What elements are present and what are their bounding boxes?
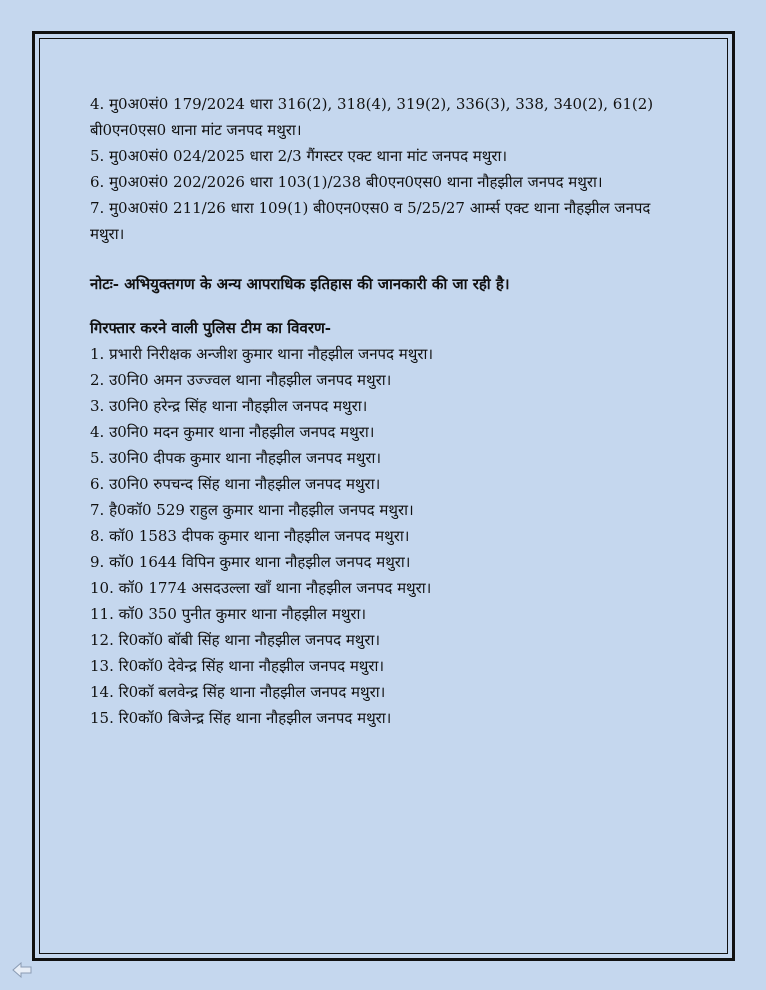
team-member: 10. कॉ0 1774 असदउल्ला खाँ थाना नौहझील जनपद मथुरा। — [90, 579, 432, 597]
document-body — [90, 91, 670, 731]
team-member: 8. कॉ0 1583 दीपक कुमार थाना नौहझील जनपद मथुरा। — [90, 527, 410, 545]
team-member: 14. रि0कॉ बलवेन्द्र सिंह थाना नौहझील जनपद मथुरा। — [90, 683, 386, 701]
team-heading: गिरफ्तार करने वाली पुलिस टीम का विवरण- — [90, 319, 332, 337]
team-member: 7. है0कॉ0 529 राहुल कुमार थाना नौहझील जनपद मथुरा। — [90, 501, 414, 519]
case-entry-7: 7. मु0अ0सं0 211/26 धारा 109(1) बी0एन0एस0 व 5/25/27 आर्म्स एक्ट थाना नौहझील जनपद मथुरा। — [90, 199, 651, 243]
case-entry-4: 4. मु0अ0सं0 179/2024 धारा 316(2), 318(4), 319(2), 336(3), 338, 340(2), 61(2) बी0एन0एस0 थाना मांट जनपद मथुरा। — [90, 95, 654, 139]
team-member: 4. उ0नि0 मदन कुमार थाना नौहझील जनपद मथुरा। — [90, 423, 375, 441]
team-member: 11. कॉ0 350 पुनीत कुमार थाना नौहझील मथुरा। — [90, 605, 367, 623]
team-member: 13. रि0कॉ0 देवेन्द्र सिंह थाना नौहझील जनपद मथुरा। — [90, 657, 385, 675]
team-member: 9. कॉ0 1644 विपिन कुमार थाना नौहझील जनपद मथुरा। — [90, 553, 411, 571]
note-text: नोटः- अभियुक्तगण के अन्य आपराधिक इतिहास की जानकारी की जा रही है। — [90, 275, 510, 293]
back-arrow-icon[interactable] — [12, 962, 32, 978]
spacer — [90, 297, 670, 315]
team-member: 1. प्रभारी निरीक्षक अन्जीश कुमार थाना नौहझील जनपद मथुरा। — [90, 345, 434, 363]
team-member: 5. उ0नि0 दीपक कुमार थाना नौहझील जनपद मथुरा। — [90, 449, 382, 467]
case-entry-5: 5. मु0अ0सं0 024/2025 धारा 2/3 गैंगस्टर एक्ट थाना मांट जनपद मथुरा। — [90, 147, 508, 165]
case-entry-6: 6. मु0अ0सं0 202/2026 धारा 103(1)/238 बी0एन0एस0 थाना नौहझील जनपद मथुरा। — [90, 173, 603, 191]
team-member: 3. उ0नि0 हरेन्द्र सिंह थाना नौहझील जनपद मथुरा। — [90, 397, 368, 415]
spacer — [90, 247, 670, 271]
team-member: 12. रि0कॉ0 बॉबी सिंह थाना नौहझील जनपद मथुरा। — [90, 631, 381, 649]
team-member: 6. उ0नि0 रुपचन्द सिंह थाना नौहझील जनपद मथुरा। — [90, 475, 381, 493]
team-member: 15. रि0कॉ0 बिजेन्द्र सिंह थाना नौहझील जनपद मथुरा। — [90, 709, 392, 727]
team-member: 2. उ0नि0 अमन उज्ज्वल थाना नौहझील जनपद मथुरा। — [90, 371, 392, 389]
